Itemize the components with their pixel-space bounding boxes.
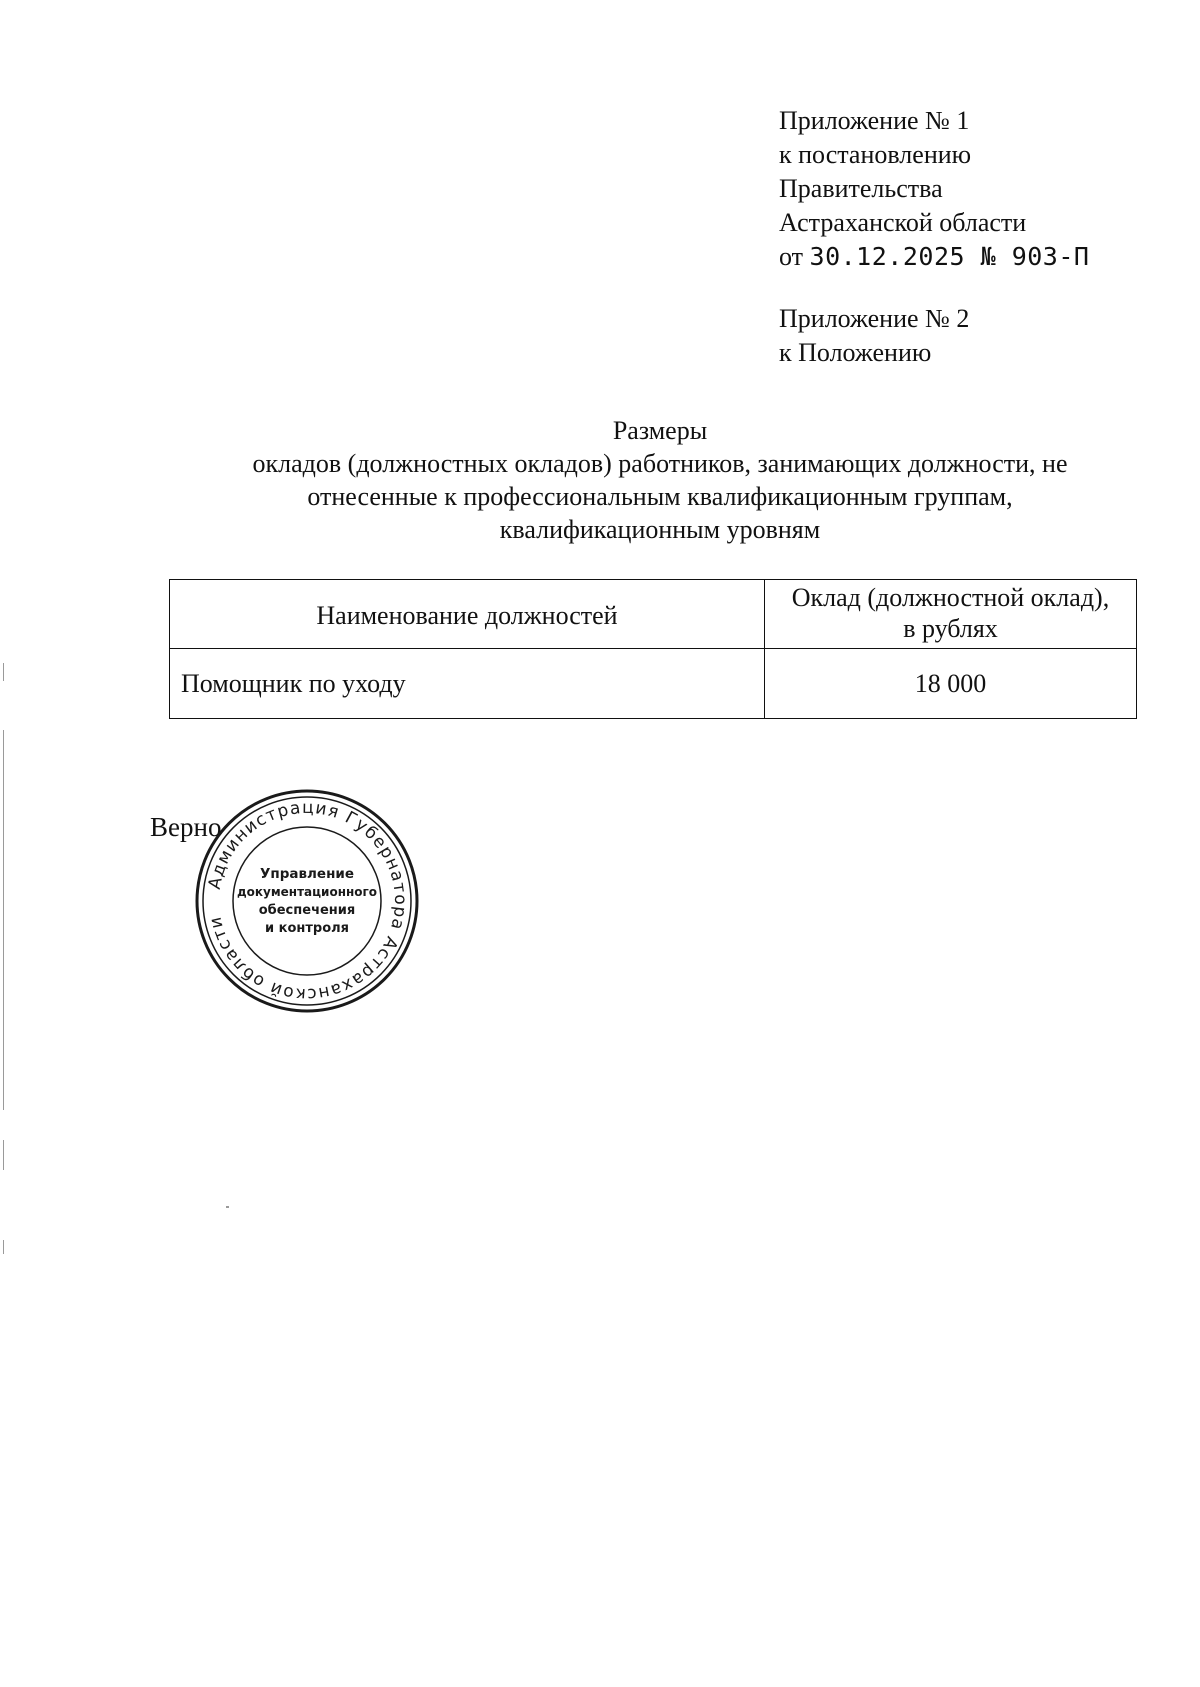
scan-mark: [3, 730, 4, 1110]
document-heading: [160, 414, 1160, 546]
official-stamp: [193, 787, 421, 1015]
table-row: [170, 649, 1137, 719]
heading-line: окладов (должностных окладов) работников, занимающих должности, не: [252, 449, 1068, 478]
appendix-2-line: к Положению: [779, 338, 932, 367]
scan-mark: [3, 663, 4, 681]
stamp-center-line: обеспечения: [258, 903, 356, 918]
appendix-1-line: к постановлению: [779, 140, 972, 169]
stamp-center-line: Управление: [259, 866, 355, 882]
column-header-salary: [764, 580, 1136, 649]
certification-label: Верно: [150, 812, 222, 842]
appendix-1-block: [779, 104, 1089, 274]
appendix-2-block: [779, 302, 969, 370]
decree-date-number: 30.12.2025 № 903-П: [809, 242, 1090, 271]
heading-line: отнесенные к профессиональным квалификационным группам,: [307, 482, 1013, 511]
stamp-center-line: и контроля: [264, 921, 350, 936]
heading-title: Размеры: [612, 416, 708, 445]
cell-position: Помощник по уходу: [170, 649, 765, 719]
appendix-1-title: Приложение № 1: [779, 106, 970, 135]
column-header-position: Наименование должностей: [170, 580, 765, 649]
salary-table: [169, 579, 1137, 719]
scan-mark: [226, 1206, 229, 1208]
stamp-outer-text: Администрация Губернатора Астраханской области: [204, 797, 411, 1005]
cell-salary: 18 000: [764, 649, 1136, 719]
heading-line: квалификационным уровням: [499, 515, 821, 544]
column-header-salary-line: Оклад (должностной оклад),: [791, 583, 1110, 612]
stamp-center-line: документационного: [236, 885, 378, 899]
date-prefix: от: [779, 242, 804, 271]
appendix-1-date-line: [779, 240, 1089, 274]
table-header-row: [170, 580, 1137, 649]
scan-mark: [3, 1140, 4, 1170]
scan-mark: [3, 1240, 4, 1254]
svg-text:Администрация Губернатора Астр: [205, 798, 410, 1004]
appendix-1-line: Астраханской области: [779, 208, 1027, 237]
appendix-2-title: Приложение № 2: [779, 304, 970, 333]
appendix-1-line: Правительства: [779, 174, 943, 203]
column-header-salary-line: в рублях: [903, 614, 998, 643]
